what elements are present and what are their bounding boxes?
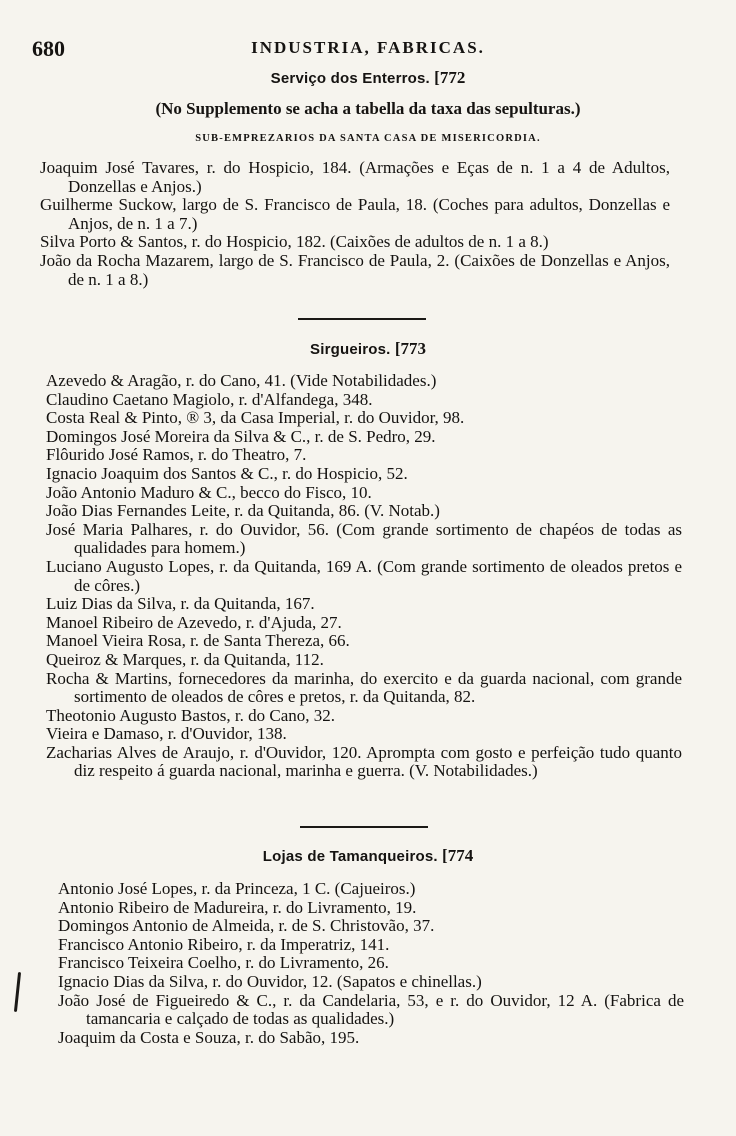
list-item: Zacharias Alves de Araujo, r. d'Ouvidor, 120. Apromptа com gosto e perfeição tudo quanto diz respeito á guarda nacional, marinha e guerra. (V. Notabilidades.) [46,742,682,781]
running-title: INDUSTRIA, FABRICAS. [251,38,485,57]
list-item: Manoel Ribeiro de Azevedo, r. d'Ajuda, 27. [46,612,342,632]
entry-list-tamanqueiros [0,880,736,1047]
entry-list-sirgueiros [0,372,736,781]
list-item: Azevedo & Aragão, r. do Cano, 41. (Vide Notabilidades.) [46,371,437,390]
list-item: Francisco Antonio Ribeiro, r. da Imperatriz, 141. [58,934,390,954]
list-item: Francisco Teixeira Coelho, r. do Livramento, 26. [58,953,389,973]
section-title-enterros [0,68,736,88]
list-item: Antonio Ribeiro de Madureira, r. do Livramento, 19. [58,897,417,917]
page-header [0,34,736,64]
list-item: Joaquim da Costa e Souza, r. do Sabão, 195. [58,1027,360,1047]
section-name: Sirgueiros. [310,341,391,358]
list-item: Guilherme Suckow, largo de S. Francisco de Paula, 18. (Coches para adultos, Donzellas e Anjos, de n. 1 a 7.) [40,195,670,233]
list-item: Joaquim José Tavares, r. do Hospicio, 184. (Armações e Eças de n. 1 a 4 de Adultos, Donzellas e Anjos.) [40,158,670,196]
list-item: Manoel Vieira Rosa, r. de Santa Thereza, 66. [46,631,350,651]
list-item: Domingos José Moreira da Silva & C., r. de S. Pedro, 29. [46,426,436,446]
section-number: [772 [434,68,466,87]
section-name: Lojas de Tamanqueiros. [262,848,438,865]
section-divider [298,318,426,320]
list-item: Costa Real & Pinto, ® 3, da Casa Imperial, r. do Ouvidor, 98. [46,408,465,428]
list-item: João José de Figueiredo & C., r. da Candelaria, 53, e r. do Ouvidor, 12 A. (Fabrica de tamancaria e calçado de todas as qualidades.) [58,990,684,1029]
section-divider [300,826,428,828]
list-item: João Dias Fernandes Leite, r. da Quitanda, 86. (V. Notab.) [46,501,440,521]
section-number: [774 [442,846,474,865]
list-item: Luiz Dias da Silva, r. da Quitanda, 167. [46,594,315,614]
list-item: Vieira e Damaso, r. d'Ouvidor, 138. [46,724,287,744]
list-item: Luciano Augusto Lopes, r. da Quitanda, 169 A. (Com grande sortimento de oleados pretos e de côres.) [46,556,682,595]
list-item: Antonio José Lopes, r. da Princeza, 1 C. (Cajueiros.) [58,879,416,898]
section-subheading: SUB-EMPREZARIOS DA SANTA CASA DE MISERICORDIA. [195,133,541,144]
section-name: Serviço dos Enterros. [270,70,430,87]
list-item: Claudino Caetano Magiolo, r. d'Alfandega, 348. [46,389,373,409]
list-item: João Antonio Maduro & C., becco do Fisco, 10. [46,482,372,502]
section-note: (No Supplemento se acha a tabella da taxa das sepulturas.) [155,99,581,118]
list-item: Theotonio Augusto Bastos, r. do Cano, 32. [46,705,335,725]
list-item: Ignacio Joaquim dos Santos & C., r. do Hospicio, 52. [46,463,408,483]
list-item: Flôurido José Ramos, r. do Theatro, 7. [46,445,307,465]
entry-list-enterros [0,159,736,289]
list-item: Ignacio Dias da Silva, r. do Ouvidor, 12. (Sapatos e chinellas.) [58,971,482,991]
list-item: José Maria Palhares, r. do Ouvidor, 56. (Com grande sortimento de chapéos de todas as qualidades para homem.) [46,519,682,558]
list-item: Silva Porto & Santos, r. do Hospicio, 182. (Caixões de adultos de n. 1 a 8.) [40,232,549,252]
list-item: João da Rocha Mazarem, largo de S. Francisco de Paula, 2. (Caixões de Donzellas e Anjos, de n. 1 a 8.) [40,250,670,289]
list-item: Queiroz & Marques, r. da Quitanda, 112. [46,649,324,669]
page-number: 680 [32,36,65,61]
list-item: Domingos Antonio de Almeida, r. de S. Christovão, 37. [58,916,435,936]
section-number: [773 [394,339,426,358]
section-title-tamanqueiros [0,846,736,866]
section-title-sirgueiros [0,339,736,359]
list-item: Rocha & Martins, fornecedores da marinha, do exercito e da guarda nacional, com grande sortimento de oleados de côres e pretos, r. da Quitanda, 82. [46,668,682,707]
